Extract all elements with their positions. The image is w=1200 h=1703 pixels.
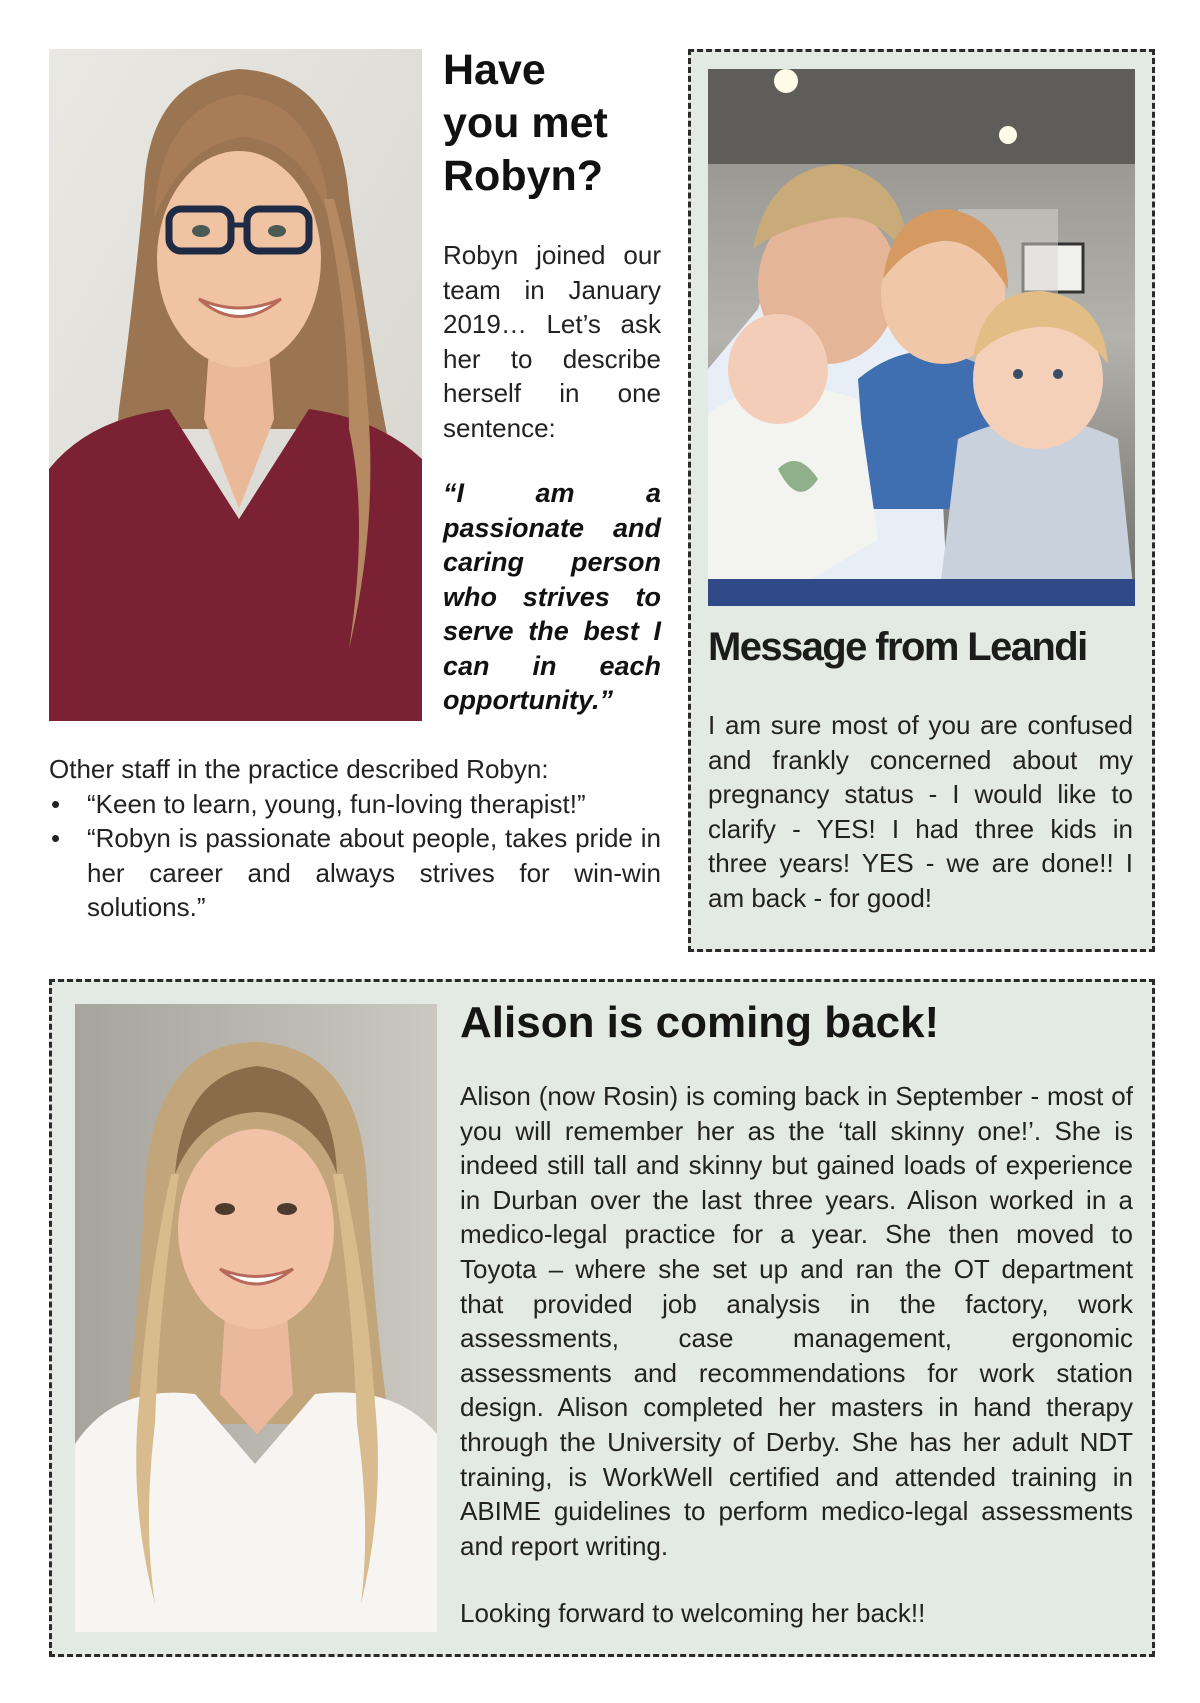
robyn-heading [443,44,683,203]
robyn-photo [49,49,422,721]
staff-quote: “Robyn is passionate about people, takes pride in her career and always strives for win-win solutions.” [87,823,661,922]
list-item [49,821,661,925]
alison-heading: Alison is coming back! [460,998,940,1047]
robyn-heading-line: Have [443,46,546,94]
alison-photo [75,1004,437,1632]
robyn-heading-line: you met [443,99,608,147]
robyn-staff-descriptions [49,752,661,925]
robyn-quote: “I am a passionate and caring person who strives to serve the best I can in each opportunity.” [443,478,661,715]
list-item [49,787,661,822]
robyn-intro-text: Robyn joined our team in January 2019… Let’s ask her to describe herself in one sentence: [443,240,661,443]
staff-quote: “Keen to learn, young, fun-loving therapist!” [87,788,586,819]
leandi-message-text: I am sure most of you are confused and frankly concerned about my pregnancy status - I would like to clarify - YES! I had three kids in three years! YES - we are done!! I am back - for good! [708,710,1133,913]
staff-intro: Other staff in the practice described Robyn: [49,754,549,784]
alison-closing-line: Looking forward to welcoming her back!! [460,1598,926,1628]
bullet-icon: • [51,788,61,819]
robyn-heading-line: Robyn? [443,152,604,200]
bullet-icon: • [51,823,61,853]
alison-description: Alison (now Rosin) is coming back in September - most of you will remember her as the ‘tall skinny one!’. She is indeed still tall and skinny but gained loads of experience in Durban over the last three years. Alison worked in a medico-legal practice for a year. She then moved to Toyota – where she set up and ran the OT department that provided job analysis in the factory, work assessments, case management, ergonomic assessments and recommendations for work station design. Alison completed her masters in hand therapy through the University of Derby. She has her adult NDT training, is WorkWell certified and attended training in ABIME guidelines to perform medico-legal assessments and report writing. [460,1081,1133,1561]
leandi-heading: Message from Leandi [708,625,1087,669]
staff-quote-list [49,787,661,925]
leandi-family-photo [708,69,1135,606]
